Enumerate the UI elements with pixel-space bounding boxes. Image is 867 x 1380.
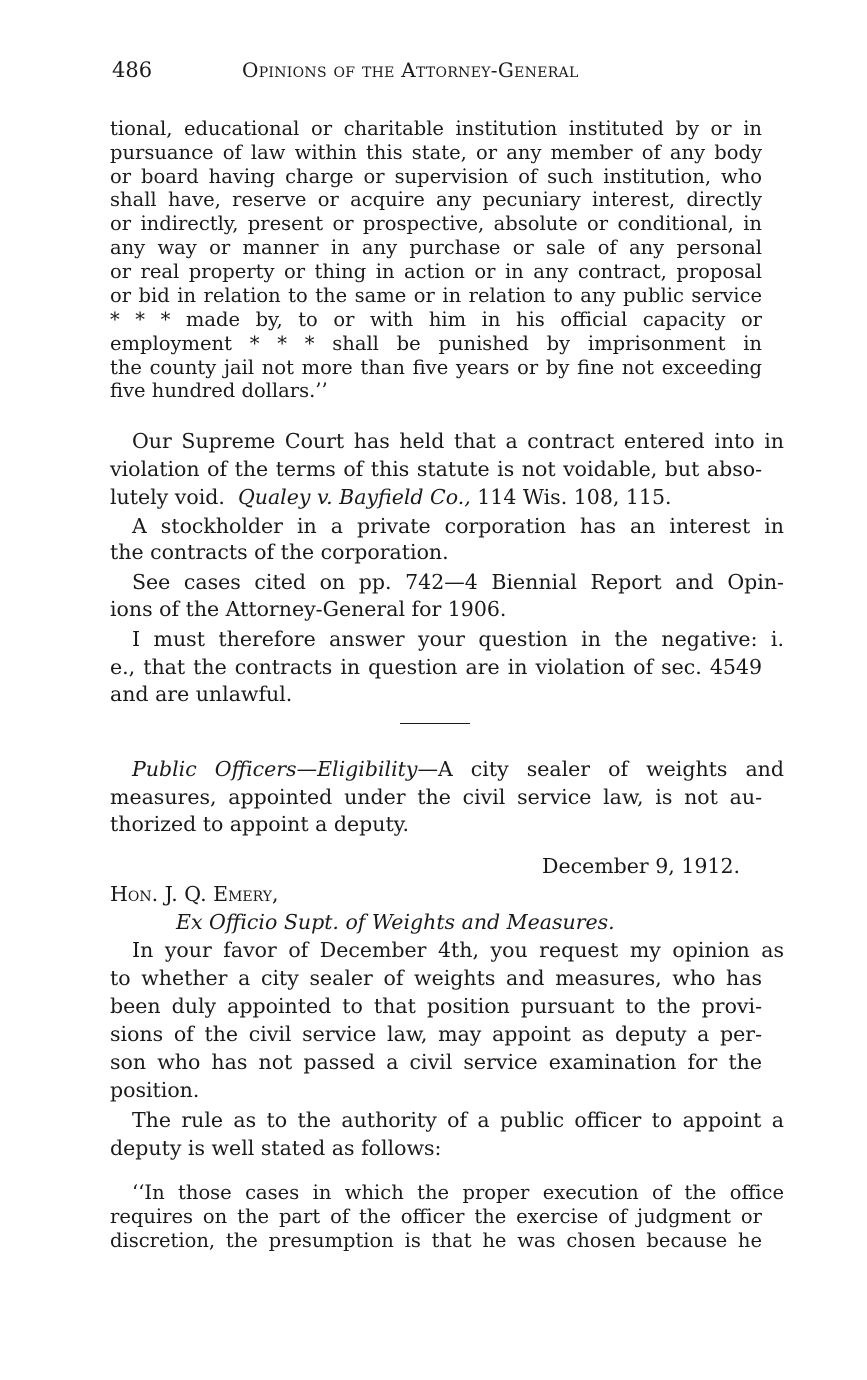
paragraph-line: The rule as to the authority of a public officer to appoint a: [132, 1108, 784, 1132]
headnote-line: [110, 758, 784, 781]
headnote-topic: Public Officers—Eligibility: [132, 757, 418, 781]
quote-line: five hundred dollars.’’: [110, 379, 328, 402]
quote-line: or real property or thing in action or in any contract, proposal: [110, 260, 762, 283]
paragraph-line: deputy is well stated as follows:: [110, 1136, 442, 1160]
paragraph-line: to whether a city sealer of weights and measures, who has: [110, 966, 762, 990]
quote-line: or indirectly, present or prospective, absolute or conditional, in: [110, 212, 762, 235]
quote-line: ‘‘In those cases in which the proper execution of the office: [132, 1181, 784, 1204]
quote-line: the county jail not more than five years or by fine not exceeding: [110, 356, 762, 379]
quote-line: discretion, the presumption is that he was chosen because he: [110, 1229, 762, 1252]
quote-line: pursuance of law within this state, or any member of any body: [110, 141, 762, 164]
paragraph-line: Our Supreme Court has held that a contract entered into in: [132, 429, 784, 453]
headnote-line: thorized to appoint a deputy.: [110, 812, 410, 836]
page-header: [112, 58, 762, 88]
page-number: 486: [112, 58, 153, 82]
quote-line: or board having charge or supervision of such institution, who: [110, 165, 762, 188]
quote-line: requires on the part of the officer the exercise of judgment or: [110, 1205, 762, 1228]
quote-line: shall have, reserve or acquire any pecuniary interest, directly: [110, 188, 762, 211]
paragraph-line: I must therefore answer your question in the negative: i.: [132, 627, 784, 651]
quote-line: employment * * * shall be punished by imprisonment in: [110, 332, 762, 355]
quote-line: tional, educational or charitable institution instituted by or in: [110, 117, 762, 140]
case-citation: 114 Wis. 108, 115.: [477, 485, 672, 509]
headnote-line: measures, appointed under the civil service law, is not au-: [110, 785, 762, 809]
case-name: Qualey v. Bayfield Co.,: [237, 485, 471, 509]
headnote-text: —A city sealer of weights and: [417, 757, 784, 781]
quote-line: * * * made by, to or with him in his official capacity or: [110, 308, 762, 331]
letter-date: December 9, 1912.: [542, 854, 740, 878]
paragraph-line: son who has not passed a civil service examination for the: [110, 1050, 762, 1074]
addressee-title: [176, 911, 762, 934]
paragraph-line: sions of the civil service law, may appoint as deputy a per-: [110, 1022, 762, 1046]
paragraph-text: lutely void.: [110, 485, 225, 509]
paragraph-line: position.: [110, 1078, 200, 1102]
paragraph-line: In your favor of December 4th, you request my opinion as: [132, 938, 784, 962]
addressee: Hon. J. Q. Emery,: [110, 882, 279, 906]
paragraph-line: the contracts of the corporation.: [110, 540, 449, 564]
addressee-title-text: Ex Officio Supt. of Weights and Measures.: [176, 910, 615, 934]
paragraph-line: violation of the terms of this statute is not voidable, but abso-: [110, 457, 762, 481]
quote-line: any way or manner in any purchase or sale of any personal: [110, 236, 762, 259]
paragraph-line: [110, 486, 762, 509]
paragraph-line: been duly appointed to that position pursuant to the provi-: [110, 994, 762, 1018]
quote-line: or bid in relation to the same or in relation to any public service: [110, 284, 762, 307]
running-head: Opinions of the Attorney-General: [242, 58, 579, 82]
paragraph-line: ions of the Attorney-General for 1906.: [110, 597, 507, 621]
paragraph-line: e., that the contracts in question are in violation of sec. 4549: [110, 655, 762, 679]
section-divider: [400, 723, 470, 724]
paragraph-line: A stockholder in a private corporation has an interest in: [132, 514, 784, 538]
paragraph-line: and are unlawful.: [110, 682, 293, 706]
paragraph-line: See cases cited on pp. 742—4 Biennial Report and Opin-: [132, 570, 784, 594]
